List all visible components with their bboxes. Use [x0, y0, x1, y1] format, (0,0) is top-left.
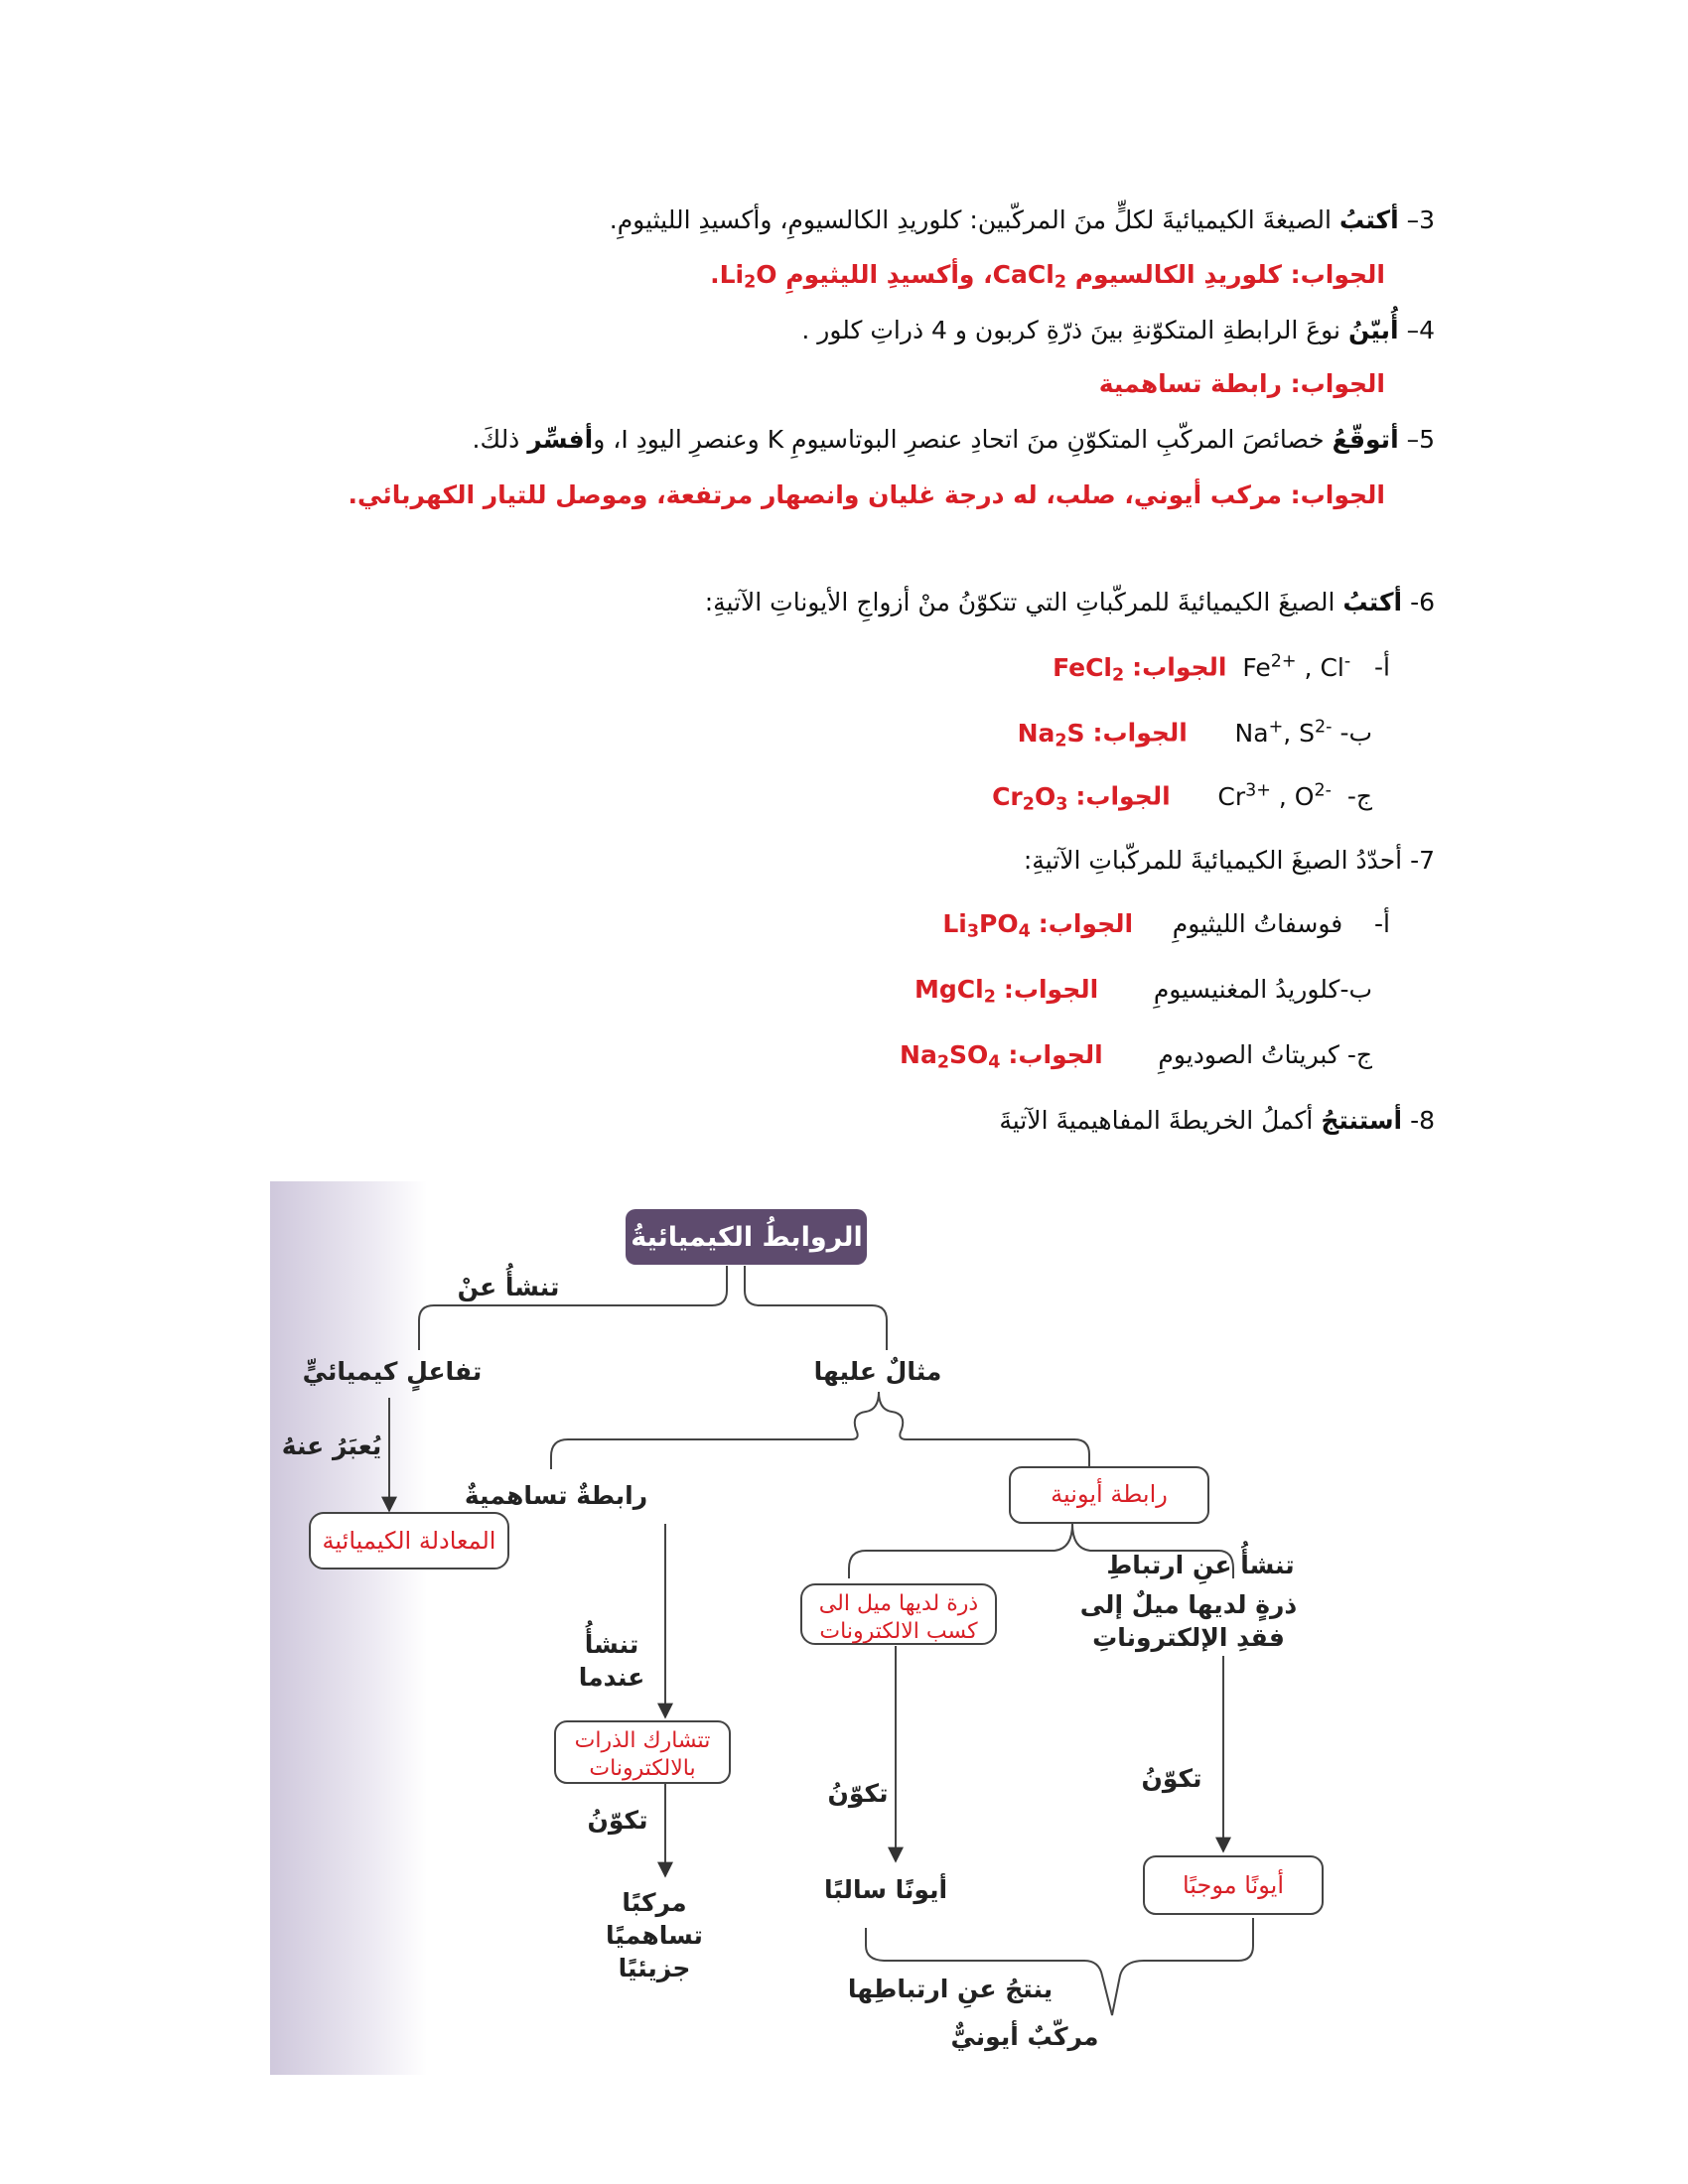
q5-number: 5 [1419, 425, 1435, 454]
q6-item-b: ب- Na+, $S^{2-}$ الجواب: $Na_2S$ [1017, 717, 1372, 751]
question-5: 5– أتوقّعُ خصائصَ المركّبِ المتكوّنِ منَ اتحادِ عنصرِ البوتاسيومِ K وعنصرِ اليودِ I، وأفسِّر ذلكَ. [472, 425, 1435, 454]
q6-text: الصيغَ الكيميائيةَ للمركّباتِ التي تتكوّنُ منْ أزواجِ الأيوناتِ الآتيةِ: [704, 588, 1336, 616]
q5-text: خصائصَ المركّبِ المتكوّنِ منَ اتحادِ عنصرِ البوتاسيومِ K وعنصرِ اليودِ I، و [593, 425, 1325, 454]
question-4: 4– أُبيّنُ نوعَ الرابطةِ المتكوّنةِ بينَ ذرّةِ كربون و 4 ذراتِ كلور . [801, 316, 1435, 344]
covalent-bond-node: رابطةٌ تساهميةٌ [464, 1481, 648, 1510]
q6-verb: أكتبُ [1342, 588, 1403, 616]
arises-when-2: عندما [578, 1663, 645, 1692]
expressed-by-label: يُعبَرُ عنهُ [281, 1432, 382, 1460]
arises-from-label: تنشأُ عنْ [457, 1273, 560, 1301]
results-from-bonding-label: ينتجُ عنِ ارتباطِها [847, 1975, 1054, 2003]
question-7: 7- أحدّدُ الصيغَ الكيميائيةَ للمركّباتِ الآتيةِ: [1023, 846, 1435, 875]
form-right-label: تكوّنُ [1141, 1764, 1202, 1793]
q8-verb: أستنتجُ [1321, 1106, 1403, 1135]
q8-text: أكملُ الخريطةَ المفاهيميةَ الآتيةَ [999, 1106, 1314, 1135]
q7-item-c: ج- كبريتاتُ الصوديومِ الجواب: $Na_2SO_4$ [900, 1040, 1372, 1073]
atoms-share-1: تتشارك الذرات [574, 1728, 711, 1753]
ionic-bond-node: رابطة أيونية [1051, 1480, 1168, 1508]
examples-node: مثالٌ عليها [813, 1357, 942, 1386]
q5-answer: الجواب: مركب أيوني، صلب، له درجة غليان وانصهار مرتفعة، وموصل للتيار الكهربائي. [348, 480, 1385, 509]
arises-from-bonding-label: تنشأُ عنِ ارتباطِ [1106, 1551, 1295, 1579]
form-left-label: تكوّنُ [827, 1779, 889, 1808]
q6-item-c: ج- $Cr^{3+}$ , $O^{2-}$ الجواب: $Cr_2O_3$ [992, 780, 1372, 814]
chemical-equation-node: المعادلة الكيميائية [322, 1527, 496, 1555]
q3-answer: الجواب: كلوريدِ الكالسيوم CaCl$_2$، وأكسيدِ الليثيومِ $Li_2O$. [710, 260, 1385, 293]
q4-text: نوعَ الرابطةِ المتكوّنةِ بينَ ذرّةِ كربون و 4 ذراتِ كلور . [801, 316, 1341, 344]
q6-item-a: أ- $Fe^{2+}$ , Cl- الجواب: FeCl$_2$ [1053, 651, 1390, 685]
q7-item-b: ب-كلوريدُ المغنيسيومِ الجواب: MgCl$_2$ [914, 975, 1372, 1008]
q5-verb: أتوقّعُ [1332, 425, 1399, 454]
question-8: 8- أستنتجُ أكملُ الخريطةَ المفاهيميةَ الآتيةَ [999, 1106, 1435, 1135]
covalent-compound-2: تساهميًا [606, 1921, 703, 1950]
lose-atom-2: فقدِ الإلكتروناتِ [1092, 1623, 1285, 1652]
q4-number: 4 [1419, 316, 1435, 344]
q7-number: 7 [1419, 846, 1435, 875]
q4-verb: أُبيّنُ [1347, 316, 1399, 344]
ionic-compound-node: مركّبٌ أيونيٌّ [950, 2022, 1099, 2051]
q7-text: أحدّدُ الصيغَ الكيميائيةَ للمركّباتِ الآتيةِ: [1023, 846, 1403, 875]
covalent-compound-3: جزيئيًا [618, 1954, 691, 1982]
q6-number: 6 [1419, 588, 1435, 616]
positive-ion-node: أيونًا موجبًا [1182, 1871, 1285, 1899]
map-title: الروابطُ الكيميائيةُ [631, 1222, 863, 1253]
q7-item-a: أ- فوسفاتُ الليثيومِ الجواب: $Li_3PO_4$ [942, 909, 1390, 942]
negative-ion-node: أيونًا سالبًا [823, 1875, 948, 1904]
q3-text: الصيغةَ الكيميائيةَ لكلٍّ منَ المركّبين: كلوريدِ الكالسيومِ، وأكسيدِ الليثيومِ. [609, 205, 1332, 234]
covalent-compound-1: مركبًا [622, 1888, 687, 1917]
chemical-reaction-node: تفاعلٍ كيميائيٍّ [302, 1357, 483, 1386]
question-3: 3– أكتبُ الصيغةَ الكيميائيةَ لكلٍّ منَ المركّبين: كلوريدِ الكالسيومِ، وأكسيدِ الليثيومِ. [609, 205, 1435, 234]
q5-verb2: أفسِّر [527, 425, 594, 454]
gain-atom-1: ذرة لديها ميل الى [818, 1591, 979, 1616]
question-6: 6- أكتبُ الصيغَ الكيميائيةَ للمركّباتِ التي تتكوّنُ منْ أزواجِ الأيوناتِ الآتيةِ: [704, 588, 1435, 616]
q8-number: 8 [1419, 1106, 1435, 1135]
q3-number: 3 [1419, 205, 1435, 234]
q4-answer: الجواب: رابطة تساهمية [1098, 369, 1385, 398]
gain-atom-2: كسب الالكترونات [819, 1619, 978, 1644]
q5-text2: ذلكَ. [472, 425, 520, 454]
covalent-forms-label: تكوّنُ [587, 1806, 648, 1835]
concept-map [270, 1181, 1392, 2075]
arises-when-1: تنشأُ [584, 1630, 639, 1659]
lose-atom-1: ذرةٍ لديها ميلٌ إلى [1079, 1590, 1298, 1619]
q3-verb: أكتبُ [1338, 205, 1399, 234]
atoms-share-2: بالالكترونات [589, 1756, 696, 1781]
